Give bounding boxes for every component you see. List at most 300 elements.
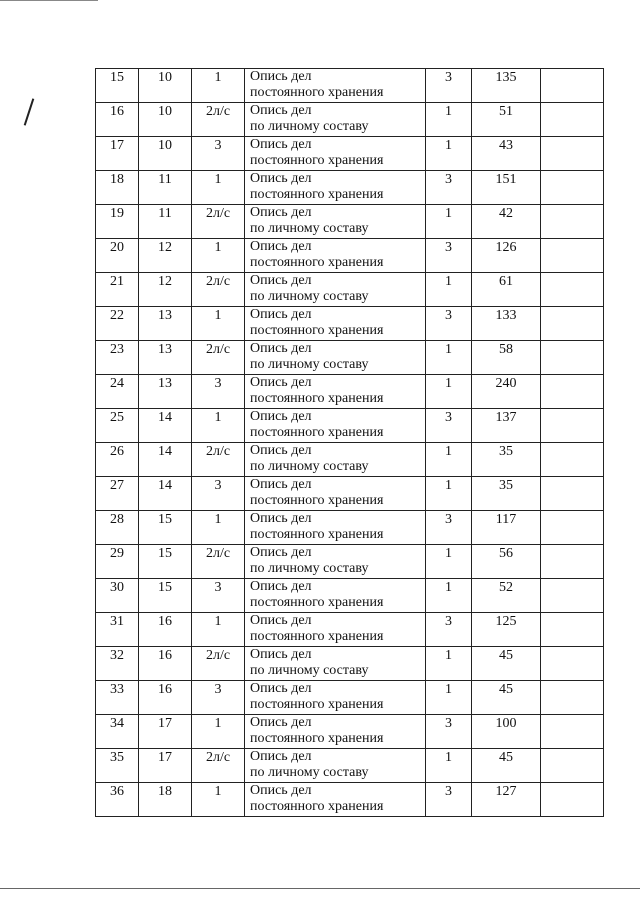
row-number-cell-value: 20: [110, 240, 124, 255]
copies-cell-value: 1: [445, 478, 452, 493]
notes-cell: [541, 715, 604, 749]
copies-cell-value: 3: [445, 308, 452, 323]
description-cell: [245, 681, 426, 715]
units-count-cell-value: 135: [495, 70, 517, 85]
units-count-cell: [472, 783, 541, 817]
copies-cell-value: 1: [445, 342, 452, 357]
description-line2: по личному составу: [250, 357, 369, 372]
units-count-cell: [472, 511, 541, 545]
inventory-number-cell-value: 1: [214, 172, 222, 187]
units-count-cell-value: 133: [495, 308, 517, 323]
description-cell: [245, 69, 426, 103]
fund-number-cell: [139, 613, 192, 647]
notes-cell: [541, 137, 604, 171]
row-number-cell-value: 35: [110, 750, 124, 765]
copies-cell-value: 3: [445, 240, 452, 255]
units-count-cell-value: 45: [499, 648, 513, 663]
description-line2: постоянного хранения: [250, 85, 384, 100]
description-line1: Опись дел: [250, 171, 312, 186]
description-line1: Опись дел: [250, 443, 312, 458]
units-count-cell: [472, 69, 541, 103]
fund-number-cell: [139, 681, 192, 715]
description-line1: Опись дел: [250, 613, 312, 628]
notes-cell: [541, 409, 604, 443]
copies-cell: [426, 409, 472, 443]
fund-number-cell-value: 13: [158, 376, 172, 391]
fund-number-cell-value: 10: [158, 138, 172, 153]
inventory-number-cell: [192, 171, 245, 205]
row-number-cell: [96, 477, 139, 511]
inventory-number-cell-value: 3: [214, 138, 222, 153]
copies-cell: [426, 749, 472, 783]
units-count-cell: [472, 477, 541, 511]
description-line2: по личному составу: [250, 119, 369, 134]
inventory-number-cell-value: 1: [214, 512, 222, 527]
copies-cell: [426, 715, 472, 749]
description-cell: [245, 137, 426, 171]
description-line1: Опись дел: [250, 103, 312, 118]
description-cell: [245, 341, 426, 375]
units-count-cell: [472, 239, 541, 273]
units-count-cell-value: 52: [499, 580, 513, 595]
description-cell: [245, 647, 426, 681]
row-number-cell-value: 17: [110, 138, 124, 153]
description-line1: Опись дел: [250, 545, 312, 560]
units-count-cell-value: 43: [499, 138, 513, 153]
table-body: [96, 69, 604, 817]
table-row: [96, 715, 604, 749]
description-cell: [245, 375, 426, 409]
fund-number-cell-value: 11: [158, 206, 172, 221]
table-row: [96, 273, 604, 307]
inventory-number-cell-value: 2л/с: [205, 444, 231, 459]
row-number-cell: [96, 545, 139, 579]
description-cell: [245, 477, 426, 511]
description-cell: [245, 205, 426, 239]
units-count-cell: [472, 409, 541, 443]
inventory-number-cell-value: 3: [214, 580, 222, 595]
description-line2: постоянного хранения: [250, 493, 384, 508]
copies-cell-value: 1: [445, 580, 452, 595]
row-number-cell-value: 21: [110, 274, 124, 289]
units-count-cell: [472, 579, 541, 613]
notes-cell: [541, 545, 604, 579]
row-number-cell-value: 22: [110, 308, 124, 323]
fund-number-cell: [139, 239, 192, 273]
table-row: [96, 103, 604, 137]
description-line1: Опись дел: [250, 715, 312, 730]
copies-cell: [426, 647, 472, 681]
inventory-number-cell: [192, 205, 245, 239]
inventory-number-cell-value: 2л/с: [205, 206, 231, 221]
notes-cell: [541, 341, 604, 375]
row-number-cell-value: 16: [110, 104, 124, 119]
copies-cell-value: 1: [445, 546, 452, 561]
fund-number-cell-value: 14: [158, 410, 172, 425]
row-number-cell-value: 30: [110, 580, 124, 595]
fund-number-cell-value: 12: [158, 274, 172, 289]
description-line2: постоянного хранения: [250, 731, 384, 746]
description-line2: постоянного хранения: [250, 425, 384, 440]
table-row: [96, 613, 604, 647]
description-cell: [245, 103, 426, 137]
units-count-cell: [472, 613, 541, 647]
notes-cell: [541, 613, 604, 647]
table-row: [96, 69, 604, 103]
units-count-cell: [472, 341, 541, 375]
description-line1: Опись дел: [250, 375, 312, 390]
fund-number-cell-value: 13: [158, 342, 172, 357]
inventory-number-cell: [192, 409, 245, 443]
description-line2: постоянного хранения: [250, 153, 384, 168]
table-row: [96, 375, 604, 409]
inventory-number-cell: [192, 239, 245, 273]
description-line1: Опись дел: [250, 681, 312, 696]
copies-cell: [426, 103, 472, 137]
units-count-cell-value: 240: [495, 376, 517, 391]
copies-cell: [426, 681, 472, 715]
row-number-cell: [96, 613, 139, 647]
description-cell: [245, 511, 426, 545]
inventory-number-cell-value: 3: [214, 376, 222, 391]
row-number-cell-value: 15: [110, 70, 124, 85]
row-number-cell-value: 24: [110, 376, 124, 391]
units-count-cell: [472, 647, 541, 681]
row-number-cell-value: 18: [110, 172, 124, 187]
fund-number-cell-value: 16: [158, 614, 172, 629]
notes-cell: [541, 579, 604, 613]
units-count-cell-value: 137: [495, 410, 517, 425]
description-cell: [245, 307, 426, 341]
table-row: [96, 477, 604, 511]
description-line2: по личному составу: [250, 459, 369, 474]
fund-number-cell: [139, 715, 192, 749]
fund-number-cell-value: 17: [158, 716, 172, 731]
description-line2: постоянного хранения: [250, 187, 384, 202]
fund-number-cell: [139, 783, 192, 817]
notes-cell: [541, 375, 604, 409]
table-row: [96, 341, 604, 375]
inventory-number-cell: [192, 375, 245, 409]
fund-number-cell: [139, 69, 192, 103]
row-number-cell: [96, 647, 139, 681]
fund-number-cell-value: 10: [158, 70, 172, 85]
copies-cell: [426, 137, 472, 171]
units-count-cell: [472, 307, 541, 341]
inventory-number-cell-value: 1: [214, 308, 222, 323]
copies-cell-value: 1: [445, 750, 452, 765]
units-count-cell-value: 126: [495, 240, 517, 255]
inventory-number-cell: [192, 511, 245, 545]
inventory-number-cell-value: 1: [214, 614, 222, 629]
description-cell: [245, 749, 426, 783]
fund-number-cell-value: 16: [158, 682, 172, 697]
description-line2: постоянного хранения: [250, 323, 384, 338]
notes-cell: [541, 443, 604, 477]
row-number-cell-value: 34: [110, 716, 124, 731]
row-number-cell: [96, 375, 139, 409]
row-number-cell: [96, 171, 139, 205]
description-line2: по личному составу: [250, 663, 369, 678]
description-cell: [245, 783, 426, 817]
inventory-table: [95, 68, 604, 817]
description-line2: постоянного хранения: [250, 697, 384, 712]
units-count-cell: [472, 443, 541, 477]
copies-cell-value: 1: [445, 206, 452, 221]
copies-cell-value: 3: [445, 512, 452, 527]
copies-cell: [426, 443, 472, 477]
copies-cell-value: 3: [445, 172, 452, 187]
copies-cell: [426, 341, 472, 375]
fund-number-cell: [139, 273, 192, 307]
row-number-cell: [96, 205, 139, 239]
inventory-number-cell-value: 1: [214, 410, 222, 425]
units-count-cell-value: 45: [499, 682, 513, 697]
inventory-number-cell: [192, 783, 245, 817]
table-row: [96, 511, 604, 545]
fund-number-cell-value: 15: [158, 580, 172, 595]
fund-number-cell: [139, 477, 192, 511]
notes-cell: [541, 647, 604, 681]
description-line2: по личному составу: [250, 765, 369, 780]
inventory-number-cell-value: 2л/с: [205, 342, 231, 357]
inventory-number-cell-value: 2л/с: [205, 274, 231, 289]
description-line2: постоянного хранения: [250, 391, 384, 406]
description-line1: Опись дел: [250, 307, 312, 322]
description-line1: Опись дел: [250, 647, 312, 662]
row-number-cell: [96, 341, 139, 375]
notes-cell: [541, 307, 604, 341]
inventory-number-cell: [192, 103, 245, 137]
row-number-cell: [96, 511, 139, 545]
table-row: [96, 205, 604, 239]
fund-number-cell-value: 12: [158, 240, 172, 255]
units-count-cell-value: 51: [499, 104, 513, 119]
row-number-cell: [96, 443, 139, 477]
description-line2: постоянного хранения: [250, 527, 384, 542]
table-row: [96, 239, 604, 273]
fund-number-cell: [139, 579, 192, 613]
units-count-cell-value: 151: [495, 172, 517, 187]
notes-cell: [541, 681, 604, 715]
page-top-edge-line: [0, 0, 98, 1]
row-number-cell-value: 23: [110, 342, 124, 357]
units-count-cell: [472, 375, 541, 409]
copies-cell-value: 1: [445, 682, 452, 697]
units-count-cell-value: 45: [499, 750, 513, 765]
fund-number-cell: [139, 307, 192, 341]
description-line2: по личному составу: [250, 289, 369, 304]
units-count-cell-value: 61: [499, 274, 513, 289]
table-row: [96, 681, 604, 715]
table-row: [96, 443, 604, 477]
description-cell: [245, 273, 426, 307]
row-number-cell-value: 33: [110, 682, 124, 697]
row-number-cell-value: 29: [110, 546, 124, 561]
table-row: [96, 783, 604, 817]
inventory-number-cell-value: 3: [214, 478, 222, 493]
inventory-number-cell: [192, 443, 245, 477]
fund-number-cell-value: 11: [158, 172, 172, 187]
row-number-cell-value: 19: [110, 206, 124, 221]
copies-cell: [426, 239, 472, 273]
row-number-cell: [96, 307, 139, 341]
fund-number-cell: [139, 103, 192, 137]
copies-cell-value: 3: [445, 784, 452, 799]
inventory-number-cell-value: 2л/с: [205, 104, 231, 119]
inventory-number-cell-value: 1: [214, 240, 222, 255]
notes-cell: [541, 273, 604, 307]
copies-cell-value: 3: [445, 70, 452, 85]
inventory-number-cell: [192, 715, 245, 749]
fund-number-cell: [139, 443, 192, 477]
copies-cell: [426, 545, 472, 579]
inventory-number-cell: [192, 579, 245, 613]
units-count-cell-value: 42: [499, 206, 513, 221]
units-count-cell: [472, 545, 541, 579]
table-row: [96, 545, 604, 579]
inventory-number-cell-value: 2л/с: [205, 546, 231, 561]
fund-number-cell: [139, 137, 192, 171]
units-count-cell: [472, 715, 541, 749]
notes-cell: [541, 511, 604, 545]
notes-cell: [541, 477, 604, 511]
description-cell: [245, 613, 426, 647]
fund-number-cell: [139, 341, 192, 375]
notes-cell: [541, 205, 604, 239]
table-row: [96, 409, 604, 443]
row-number-cell-value: 32: [110, 648, 124, 663]
inventory-number-cell: [192, 613, 245, 647]
table-row: [96, 579, 604, 613]
description-line1: Опись дел: [250, 783, 312, 798]
row-number-cell: [96, 273, 139, 307]
copies-cell-value: 1: [445, 444, 452, 459]
inventory-number-cell-value: 1: [214, 784, 222, 799]
inventory-number-cell-value: 1: [214, 716, 222, 731]
row-number-cell: [96, 409, 139, 443]
row-number-cell-value: 26: [110, 444, 124, 459]
inventory-number-cell: [192, 477, 245, 511]
fund-number-cell-value: 13: [158, 308, 172, 323]
fund-number-cell-value: 18: [158, 784, 172, 799]
fund-number-cell-value: 16: [158, 648, 172, 663]
description-line1: Опись дел: [250, 477, 312, 492]
inventory-number-cell: [192, 137, 245, 171]
inventory-number-cell: [192, 545, 245, 579]
copies-cell-value: 1: [445, 376, 452, 391]
description-line1: Опись дел: [250, 137, 312, 152]
units-count-cell-value: 125: [495, 614, 517, 629]
row-number-cell: [96, 783, 139, 817]
description-line2: по личному составу: [250, 221, 369, 236]
copies-cell-value: 3: [445, 614, 452, 629]
pen-mark: [24, 98, 35, 125]
units-count-cell: [472, 681, 541, 715]
row-number-cell: [96, 239, 139, 273]
row-number-cell: [96, 103, 139, 137]
description-line1: Опись дел: [250, 511, 312, 526]
table-row: [96, 171, 604, 205]
description-line1: Опись дел: [250, 409, 312, 424]
notes-cell: [541, 783, 604, 817]
notes-cell: [541, 69, 604, 103]
copies-cell: [426, 307, 472, 341]
description-line1: Опись дел: [250, 205, 312, 220]
description-line1: Опись дел: [250, 579, 312, 594]
description-cell: [245, 579, 426, 613]
inventory-number-cell: [192, 681, 245, 715]
fund-number-cell-value: 14: [158, 478, 172, 493]
copies-cell-value: 1: [445, 274, 452, 289]
description-cell: [245, 443, 426, 477]
description-cell: [245, 715, 426, 749]
fund-number-cell: [139, 171, 192, 205]
units-count-cell: [472, 171, 541, 205]
fund-number-cell-value: 10: [158, 104, 172, 119]
row-number-cell-value: 31: [110, 614, 124, 629]
description-line1: Опись дел: [250, 69, 312, 84]
copies-cell: [426, 69, 472, 103]
row-number-cell-value: 28: [110, 512, 124, 527]
units-count-cell-value: 58: [499, 342, 513, 357]
description-line2: постоянного хранения: [250, 629, 384, 644]
copies-cell: [426, 171, 472, 205]
fund-number-cell: [139, 647, 192, 681]
table-row: [96, 749, 604, 783]
units-count-cell: [472, 103, 541, 137]
copies-cell: [426, 511, 472, 545]
fund-number-cell: [139, 205, 192, 239]
units-count-cell-value: 35: [499, 444, 513, 459]
row-number-cell: [96, 681, 139, 715]
fund-number-cell: [139, 409, 192, 443]
page-bottom-edge-line: [0, 888, 640, 889]
copies-cell: [426, 783, 472, 817]
row-number-cell: [96, 749, 139, 783]
description-line1: Опись дел: [250, 273, 312, 288]
units-count-cell: [472, 749, 541, 783]
copies-cell: [426, 579, 472, 613]
inventory-number-cell-value: 2л/с: [205, 750, 231, 765]
notes-cell: [541, 749, 604, 783]
row-number-cell-value: 25: [110, 410, 124, 425]
copies-cell: [426, 273, 472, 307]
inventory-number-cell: [192, 647, 245, 681]
fund-number-cell: [139, 749, 192, 783]
units-count-cell-value: 117: [495, 512, 517, 527]
copies-cell: [426, 375, 472, 409]
inventory-number-cell-value: 1: [214, 70, 222, 85]
description-cell: [245, 545, 426, 579]
notes-cell: [541, 239, 604, 273]
units-count-cell-value: 35: [499, 478, 513, 493]
row-number-cell: [96, 715, 139, 749]
description-line2: постоянного хранения: [250, 595, 384, 610]
description-cell: [245, 171, 426, 205]
fund-number-cell-value: 17: [158, 750, 172, 765]
notes-cell: [541, 103, 604, 137]
row-number-cell-value: 36: [110, 784, 124, 799]
description-line2: постоянного хранения: [250, 255, 384, 270]
copies-cell: [426, 205, 472, 239]
copies-cell-value: 1: [445, 648, 452, 663]
notes-cell: [541, 171, 604, 205]
description-line2: по личному составу: [250, 561, 369, 576]
units-count-cell: [472, 273, 541, 307]
description-cell: [245, 239, 426, 273]
table-row: [96, 307, 604, 341]
